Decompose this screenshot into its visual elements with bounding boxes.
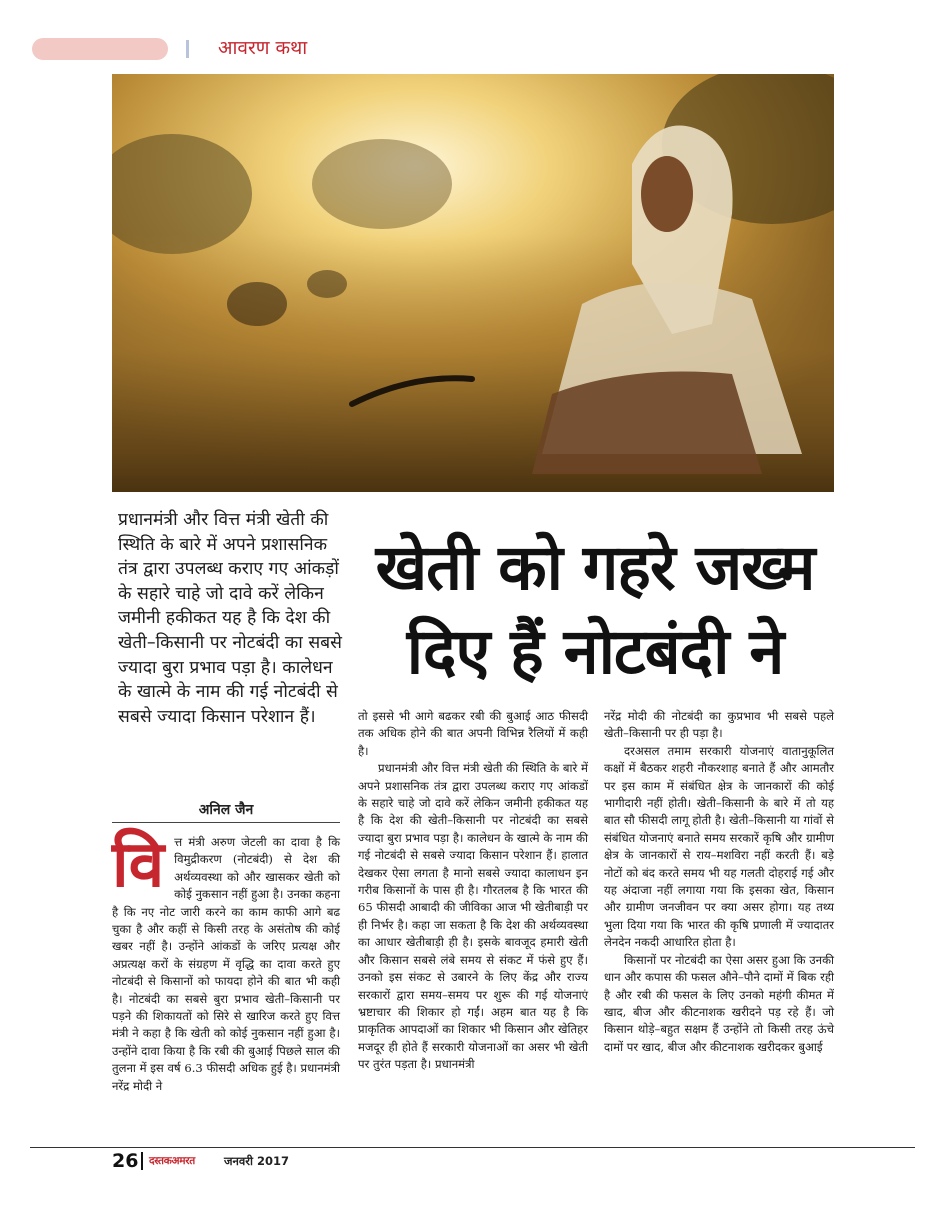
magazine-logo: दस्तकअमरत bbox=[149, 1155, 195, 1167]
page-number: 26 bbox=[112, 1150, 139, 1172]
article-column-2 bbox=[358, 708, 588, 1074]
article-paragraph: प्रधानमंत्री और वित्त मंत्री खेती की स्थिति के बारे में अपने प्रशासनिक तंत्र द्वारा उपलब्ध कराए गए आंकडों के सहारे चाहे जो दावे करें लेकिन जमीनी हकीकत यह है कि देश की खेती–किसानी पर नोटबंदी का सबसे ज्यादा बुरा प्रभाव पड़ा है। कालेधन के खात्मे के नाम की गई नोटबंदी से सबसे ज्यादा किसान परेशान हैं। हालात देखकर ऐसा लगता है मानो सबसे ज्यादा कालाधन इन गरीब किसानों के पास ही है। गौरतलब है कि भारत की 65 फीसदी आबादी की जीविका आज भी खेतीबाड़ी पर ही निर्भर है। कहा जा सकता है कि देश की अर्थव्यवस्था का आधार खेतीबाड़ी ही है। इसके बावजूद हमारी खेती और किसान सबसे लंबे समय से संकट में फंसे हुए हैं। उनको इस संकट से उबारने के लिए केंद्र और राज्य सरकारों द्वारा समय–समय पर शुरू की गई योजनाएं भ्रष्टाचार की शिकार हो गईं। अहम बात यह है कि प्राकृतिक आपदाओं का शिकार भी किसान और खेतिहर मजदूर ही होते हैं सरकारी योजनाओं का असर भी खेती पर तुरंत पड़ता है। प्रधानमंत्री bbox=[358, 761, 588, 1072]
article-paragraph: किसानों पर नोटबंदी का ऐसा असर हुआ कि उनकी धान और कपास की फसल औने–पौने दामों में बिक रही है और रबी की फसल के लिए उनको महंगी कीमत में खाद, बीज और कीटनाशक खरीदने पड़ रहे हैं। जो किसान थोड़े–बहुत सक्षम हैं उन्होंने तो किसी तरह ऊंचे दामों पर खाद, बीज और कीटनाशक खरीदकर बुआई bbox=[604, 952, 834, 1054]
headline bbox=[350, 526, 840, 694]
byline: अनिल जैन bbox=[198, 802, 254, 818]
headline-line-1: खेती को गहरे जख्म bbox=[375, 531, 815, 604]
issue-date: जनवरी 2017 bbox=[224, 1154, 290, 1168]
article-column-1 bbox=[112, 828, 340, 1095]
header-pill bbox=[32, 38, 168, 60]
headline-line-2: दिए हैं नोटबंदी ने bbox=[406, 615, 784, 688]
hero-photo bbox=[112, 74, 834, 492]
article-paragraph: दरअसल तमाम सरकारी योजनाएं वातानुकूलित कक्षों में बैठकर शहरी नौकरशाह बनाते हैं और आमतौर पर इस काम में संबंधित क्षेत्र के जानकारों की कोई भागीदारी नहीं होती। खेती–किसानी के बारे में तो यह बात सौ फीसदी लागू होती है। खेती–किसानी या गांवों से संबंधित योजनाएं बनाते समय सरकारें कृषि और ग्रामीण क्षेत्र के जानकारों से राय–मशविरा नहीं करती हैं। बड़े नोटों को बंद करते समय भी यह गलती दोहराई गई और यह अंदाजा नहीं लगाया गया कि इसका खेत, किसान और ग्रामीण जनजीवन पर क्या असर होगा। यह तथ्य भुला दिया गया कि भारत की कृषि प्रणाली में ज्यादातर लेनदेन नकदी आधारित होता है। bbox=[604, 743, 834, 950]
intro-summary: प्रधानमंत्री और वित्त मंत्री खेती की स्थिति के बारे में अपने प्रशासनिक तंत्र द्वारा उपलब्ध कराए गए आंकड़ों के सहारे चाहे जो दावे करें लेकिन जमीनी हकीकत यह है कि देश की खेती–किसानी पर नोटबंदी का सबसे ज्यादा बुरा प्रभाव पड़ा है। कालेधन के खात्मे के नाम की गई नोटबंदी से सबसे ज्यादा किसान परेशान हैं। bbox=[118, 510, 343, 727]
farmer-photo-icon bbox=[112, 74, 834, 492]
header-separator bbox=[186, 40, 189, 58]
article-paragraph: त्त मंत्री अरुण जेटली का दावा है कि विमुद्रीकरण (नोटबंदी) से देश की अर्थव्यवस्था को और खासकर खेती को कोई नुकसान नहीं हुआ है। उनका कहना है कि नए नोट जारी करने का काम काफी आगे बढ चुका है और कहीं से किसी तरह के असंतोष की कोई खबर नहीं है। उन्होंने आंकडों के जरिए प्रत्यक्ष और अप्रत्यक्ष करों के संग्रहण में वृद्धि का दावा करते हुए नोटबंदी से किसानों को फायदा होने की बात भी कही है। नोटबंदी का सबसे बुरा प्रभाव खेती–किसानी पर पड़ने की शिकायतों को सिरे से खारिज करते हुए वित्त मंत्री ने कहा है कि खेती को कोई नुकसान नहीं हुआ है। उन्होंने दावा किया है कि रबी की बुआई पिछले साल की तुलना में इस वर्ष 6.3 फीसदी अधिक हुई है। प्रधानमंत्री नरेंद्र मोदी ने bbox=[112, 835, 340, 1093]
article-paragraph: नरेंद्र मोदी की नोटबंदी का कुप्रभाव भी सबसे पहले खेती–किसानी पर ही पड़ा है। bbox=[604, 709, 834, 741]
section-label: आवरण कथा bbox=[218, 37, 308, 59]
footer-rule bbox=[30, 1147, 915, 1148]
dropcap: वि bbox=[112, 828, 165, 902]
byline-rule bbox=[112, 822, 340, 823]
footer-separator bbox=[141, 1152, 143, 1170]
article-paragraph: तो इससे भी आगे बढकर रबी की बुआई आठ फीसदी तक अधिक होने की बात अपनी विभिन्न रैलियों में कही है। bbox=[358, 709, 588, 758]
article-column-3 bbox=[604, 708, 834, 1056]
